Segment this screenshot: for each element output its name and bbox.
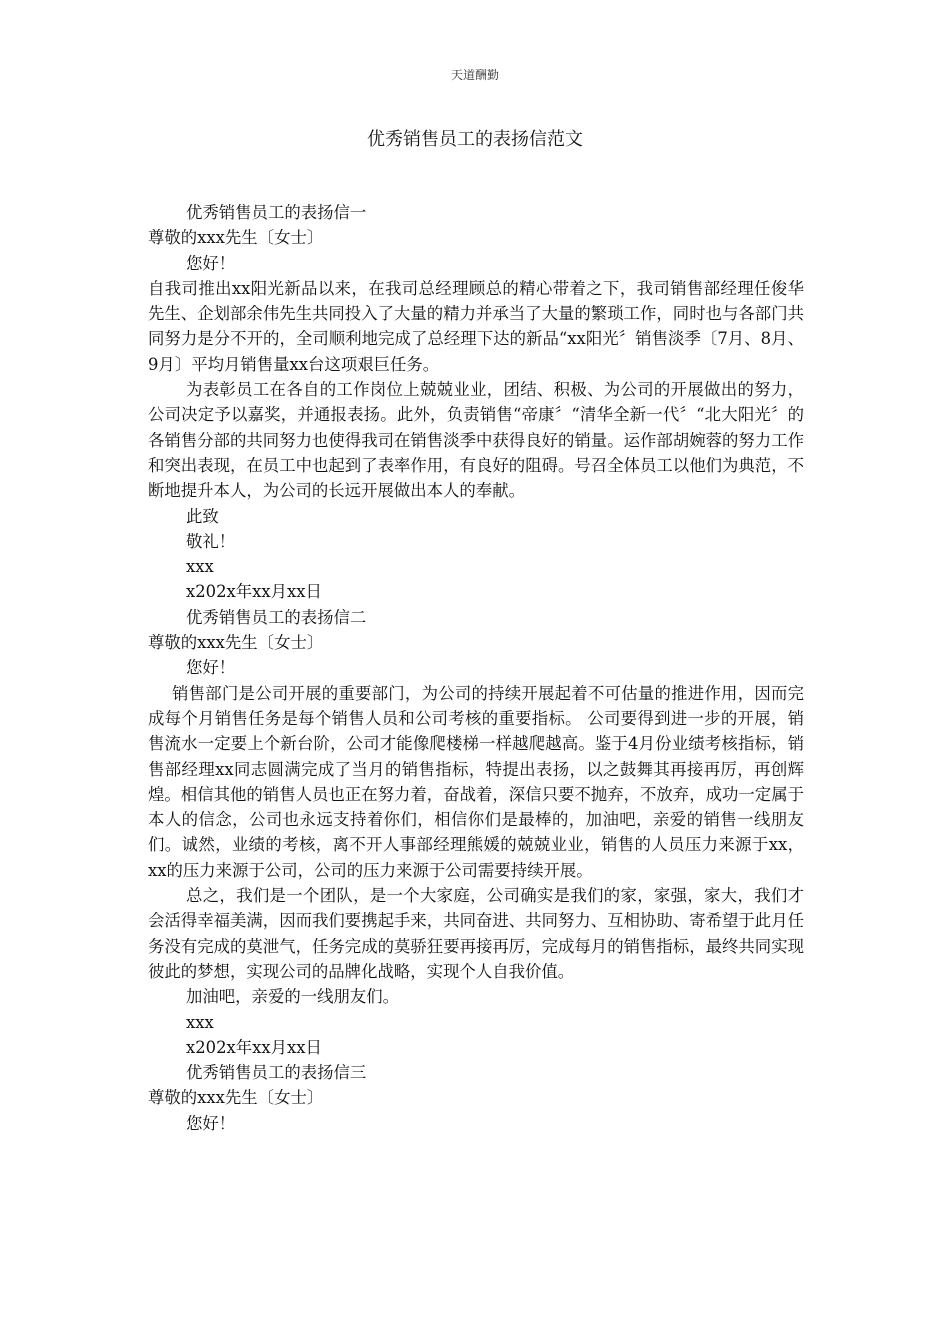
letter3-salutation: 尊敬的xxx先生〔女士〕 — [148, 1088, 324, 1108]
letter3-greeting: 您好！ — [186, 1113, 236, 1133]
letter2-paragraph-2: 总之，我们是一个团队，是一个大家庭，公司确实是我们的家，家强，家大，我们才会活得幸福美满，因而我们要携起手来，共同奋进、共同努力、互相协助、寄希望于此月任务没有完成的莫泄气，任务完成的莫骄狂要再接再厉，完成每月的销售指标，最终共同实现彼此的梦想，实现公司的品牌化战略，实现个人自我价值。 — [148, 886, 804, 981]
letter2-date: x202x年xx月xx日 — [186, 1037, 322, 1057]
letter1-closing-2: 敬礼！ — [186, 531, 236, 551]
letter2-heading: 优秀销售员工的表扬信二 — [186, 607, 367, 627]
document-body — [148, 200, 804, 1136]
letter1-heading: 优秀销售员工的表扬信一 — [186, 203, 367, 222]
letter1-closing-1: 此致 — [186, 506, 219, 526]
letter1-paragraph-2: 为表彰员工在各自的工作岗位上兢兢业业，团结、积极、为公司的开展做出的努力，公司决定予以嘉奖，并通报表扬。此外，负责销售“帝康〞“清华全新一代〞“北大阳光〞的各销售分部的共同努力也使得我司在销售淡季中获得良好的销量。运作部胡婉蓉的努力工作和突出表现，在员工中也起到了表率作用，有良好的阻碍。号召全体员工以他们为典范，不断地提升本人，为公司的长远开展做出本人的奉献。 — [148, 380, 804, 501]
letter2-closing: 加油吧，亲爱的一线朋友们。 — [186, 987, 400, 1007]
letter2-paragraph-1: 销售部门是公司开展的重要部门，为公司的持续开展起着不可估量的推进作用，因而完成每个月销售任务是每个销售人员和公司考核的重要指标。 公司要得到进一步的开展，销售流水一定要上个新台阶，公司才能像爬楼梯一样越爬越高。鉴于4月份业绩考核指标，销售部经理xx同志圆满完成了当月的销售指标，特提出表扬，以之鼓舞其再接再厉，再创辉煌。相信其他的销售人员也正在努力着，奋战着，深信只要不抛弃，不放弃，成功一定属于本人的信念，公司也永远支持着你们，相信你们是最棒的，加油吧，亲爱的销售一线朋友们。诚然，业绩的考核，离不开人事部经理熊媛的兢兢业业，销售的人员压力来源于xx，xx的压力来源于公司，公司的压力来源于公司需要持续开展。 — [148, 683, 804, 880]
letter2-salutation: 尊敬的xxx先生〔女士〕 — [148, 633, 324, 653]
document-title: 优秀销售员工的表扬信范文 — [367, 129, 583, 150]
page-header: 天道酬勤 — [450, 68, 499, 82]
letter1-salutation: 尊敬的xxx先生〔女士〕 — [148, 228, 324, 248]
letter1-date: x202x年xx月xx日 — [186, 582, 322, 602]
letter1-signature: xxx — [186, 557, 214, 577]
letter1-paragraph-1: 自我司推出xx阳光新品以来，在我司总经理顾总的精心带着之下，我司销售部经理任俊华先生、企划部余伟先生共同投入了大量的精力并承当了大量的繁琐工作，同时也与各部门共同努力是分不开的，全司顺利地完成了总经理下达的新品“xx阳光〞销售淡季〔7月、8月、9月〕平均月销售量xx台这项艰巨任务。 — [148, 278, 804, 374]
letter2-signature: xxx — [186, 1012, 214, 1032]
letter1-greeting: 您好！ — [186, 253, 236, 273]
letter2-greeting: 您好！ — [186, 658, 236, 678]
letter3-heading: 优秀销售员工的表扬信三 — [186, 1063, 367, 1083]
